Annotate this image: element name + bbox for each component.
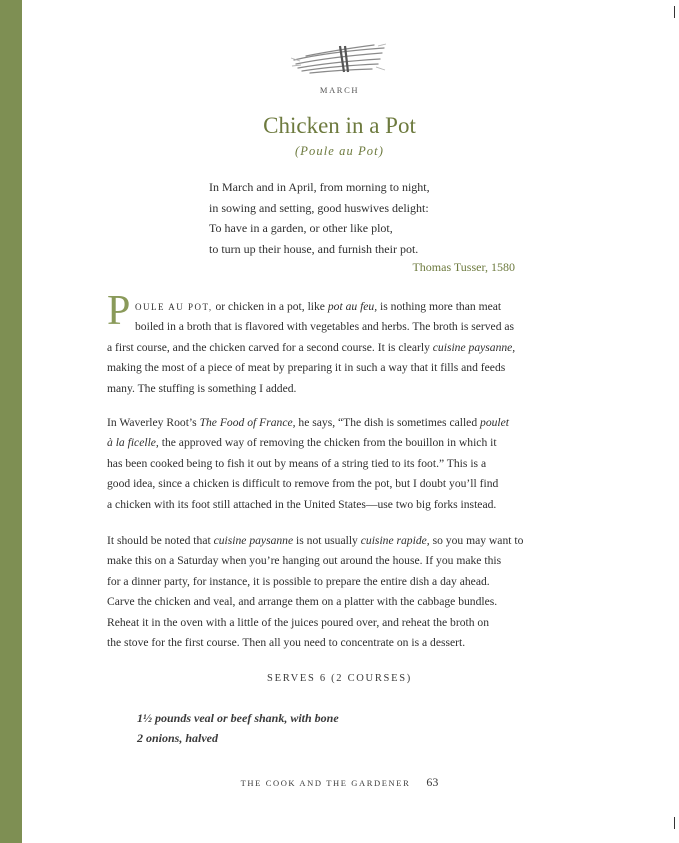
text-run: so you may want to	[429, 534, 524, 547]
drop-cap: P	[107, 288, 131, 334]
italic-run: à la ficelle,	[107, 436, 159, 450]
paragraph-line	[107, 531, 577, 551]
italic-run: cuisine paysanne	[213, 534, 294, 547]
paragraph-line: has been cooked being to fish it out by means of a string tied to its foot.” This is a	[107, 456, 487, 470]
lead-in-smallcaps: OULE AU POT,	[135, 302, 213, 312]
paragraph-line: many. The stuffing is something I added.	[107, 381, 297, 395]
month-label: MARCH	[319, 85, 360, 95]
paragraph-1	[107, 297, 577, 399]
wheat-sheaf-ornament	[288, 40, 388, 78]
crop-mark-top	[674, 6, 675, 18]
poem-line: to turn up their house, and furnish their pot.	[209, 241, 419, 256]
paragraph-line: the stove for the first course. Then all you need to concentrate on is a dessert.	[107, 635, 466, 649]
recipe-title: Chicken in a Pot	[263, 113, 416, 138]
ingredient-list	[137, 709, 537, 748]
text-run: a first course, and the chicken carved for a second course. It is clearly	[107, 340, 433, 354]
poem-line: in sowing and setting, good huswives delight:	[209, 200, 429, 215]
running-footer-title: THE COOK AND THE GARDENER	[240, 778, 411, 788]
italic-run: cuisine rapide,	[360, 534, 430, 547]
recipe-subtitle: (Poule au Pot)	[295, 144, 384, 158]
paragraph-line	[107, 338, 577, 358]
paragraph-line: making the most of a piece of meat by preparing it in such a way that it fills and feeds	[107, 361, 506, 375]
poem-attribution: Thomas Tusser, 1580	[412, 260, 515, 274]
text-run: he says, “The dish is sometimes called	[295, 416, 481, 429]
serves-heading: SERVES 6 (2 COURSES)	[267, 673, 412, 684]
paragraph-line	[107, 297, 577, 317]
paragraph-2	[107, 413, 577, 515]
poem-line: To have in a garden, or other like plot,	[209, 221, 393, 235]
text-run: is nothing more than meat	[377, 300, 502, 313]
italic-run: cuisine paysanne,	[432, 340, 516, 354]
italic-run: pot au feu,	[327, 300, 378, 313]
paragraph-line	[107, 413, 577, 433]
paragraph-line: for a dinner party, for instance, it is possible to prepare the entire dish a day ahead.	[107, 574, 490, 588]
page-number: 63	[426, 775, 439, 789]
poem-line: In March and in April, from morning to night,	[209, 180, 430, 194]
crop-mark-bottom	[674, 817, 675, 829]
paragraph-3	[107, 531, 577, 653]
paragraph-line: make this on a Saturday when you’re hanging out around the house. If you make this	[107, 554, 502, 568]
paragraph-line	[107, 433, 577, 453]
paragraph-line: Carve the chicken and veal, and arrange them on a platter with the cabbage bundles.	[107, 595, 498, 609]
paragraph-line: good idea, since a chicken is difficult to remove from the pot, but I doubt you’ll find	[107, 477, 499, 491]
italic-run: The Food of France,	[199, 416, 296, 429]
paragraph-line: a chicken with its foot still attached in the United States—use two big forks instead.	[107, 497, 497, 511]
text-run: It should be noted that	[107, 534, 214, 547]
text-run: is not usually	[293, 534, 361, 547]
ingredient-item: 1½ pounds veal or beef shank, with bone	[137, 711, 339, 725]
paragraph-line: Reheat it in the oven with a little of the juices poured over, and reheat the broth on	[107, 615, 490, 629]
paragraph-line: boiled in a broth that is flavored with vegetables and herbs. The broth is served as	[135, 320, 515, 334]
text-run: or chicken in a pot, like	[212, 300, 328, 313]
epigraph-poem	[209, 177, 529, 259]
page-footer	[0, 775, 679, 790]
italic-run: poulet	[480, 416, 510, 429]
text-run: the approved way of removing the chicken from the bouillon in which it	[158, 436, 497, 450]
text-run: In Waverley Root’s	[107, 416, 200, 429]
ingredient-item: 2 onions, halved	[137, 730, 219, 745]
